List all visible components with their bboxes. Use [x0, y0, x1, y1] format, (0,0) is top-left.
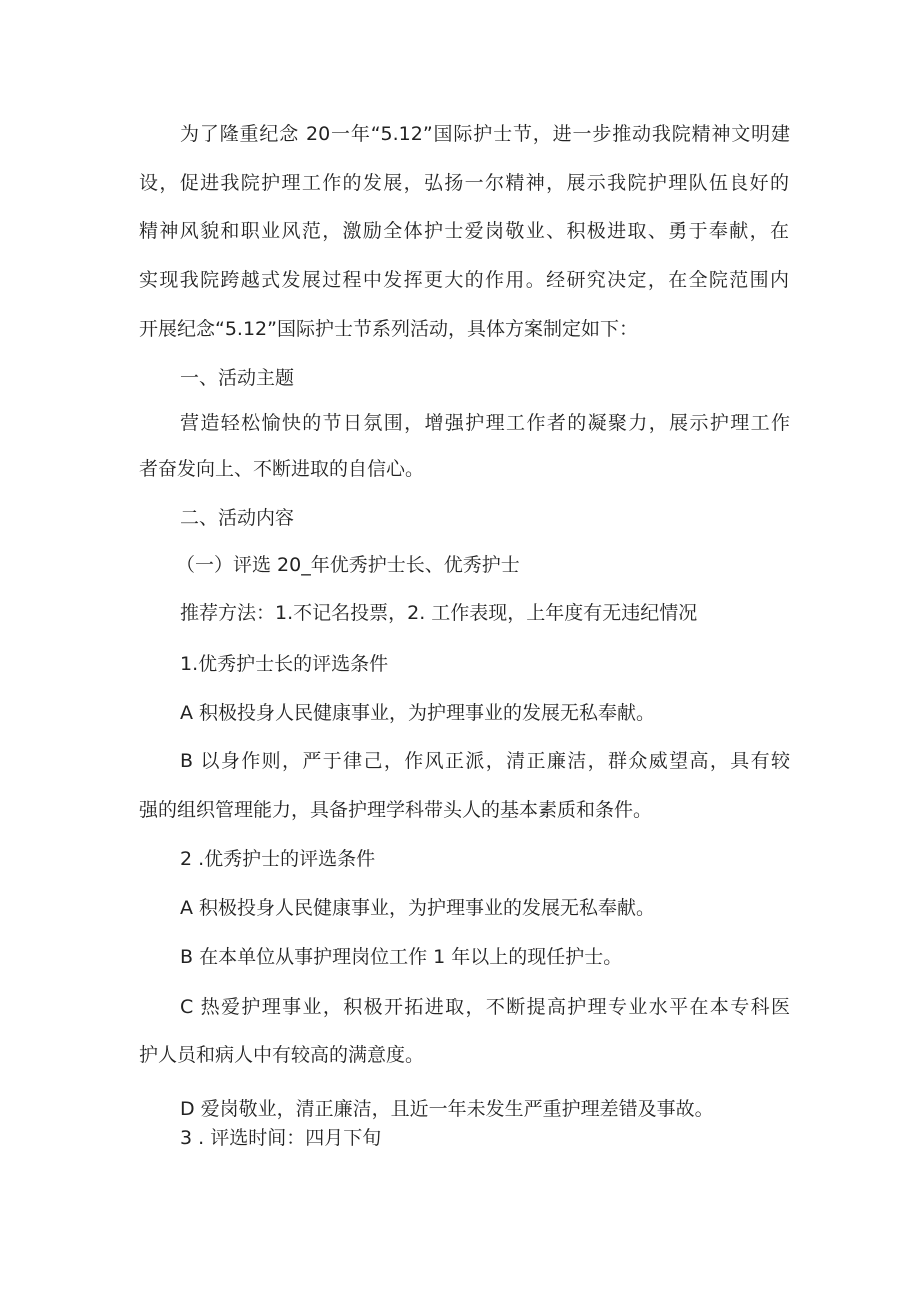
section1-body-line-2: 者奋发向上、不断进取的自信心。: [139, 458, 425, 480]
intro-line-5: 开展纪念“5.12”国际护士节系列活动，具体方案制定如下：: [139, 318, 638, 340]
intro-line-2: 设，促进我院护理工作的发展，弘扬一尔精神，展示我院护理队伍良好的: [139, 172, 789, 194]
head-nurse-criterion-a: A 积极投身人民健康事业，为护理事业的发展无私奉献。: [180, 702, 656, 724]
nurse-criteria-heading: 2 .优秀护士的评选条件: [180, 848, 376, 870]
recommend-method: 推荐方法：1.不记名投票，2. 工作表现，上年度有无违纪情况: [180, 602, 698, 624]
intro-line-1: 为了隆重纪念 20一年“5.12”国际护士节，进一步推动我院精神文明建: [180, 123, 790, 145]
head-nurse-criterion-b-line-1: B 以身作则，严于律己，作风正派，清正廉洁，群众威望高，具有较: [180, 750, 790, 772]
selection-time: 3 . 评选时间：四月下旬: [180, 1127, 382, 1149]
nurse-criterion-c-line-1: C 热爱护理事业，积极开拓进取，不断提高护理专业水平在本专科医: [180, 996, 790, 1018]
head-nurse-criterion-b-line-2: 强的组织管理能力，具备护理学科带头人的基本素质和条件。: [139, 799, 653, 821]
section1-body-line-1: 营造轻松愉快的节日氛围，增强护理工作者的凝聚力，展示护理工作: [180, 412, 790, 434]
intro-line-4: 实现我院跨越式发展过程中发挥更大的作用。经研究决定，在全院范围内: [139, 269, 789, 291]
section2-heading: 二、活动内容: [180, 507, 295, 529]
nurse-criterion-a: A 积极投身人民健康事业，为护理事业的发展无私奉献。: [180, 897, 656, 919]
nurse-criterion-b: B 在本单位从事护理岗位工作 1 年以上的现任护士。: [180, 946, 623, 968]
nurse-criterion-c-line-2: 护人员和病人中有较高的满意度。: [139, 1044, 425, 1066]
section1-heading: 一、活动主题: [180, 367, 295, 389]
intro-line-3: 精神风貌和职业风范，激励全体护士爱岗敬业、积极进取、勇于奉献，在: [139, 220, 789, 242]
nurse-criterion-d: D 爱岗敬业，清正廉洁，且近一年未发生严重护理差错及事故。: [180, 1098, 714, 1120]
head-nurse-criteria-heading: 1.优秀护士长的评选条件: [180, 653, 389, 675]
subsection1-heading: （一）评选 20_年优秀护士长、优秀护士: [176, 554, 520, 576]
